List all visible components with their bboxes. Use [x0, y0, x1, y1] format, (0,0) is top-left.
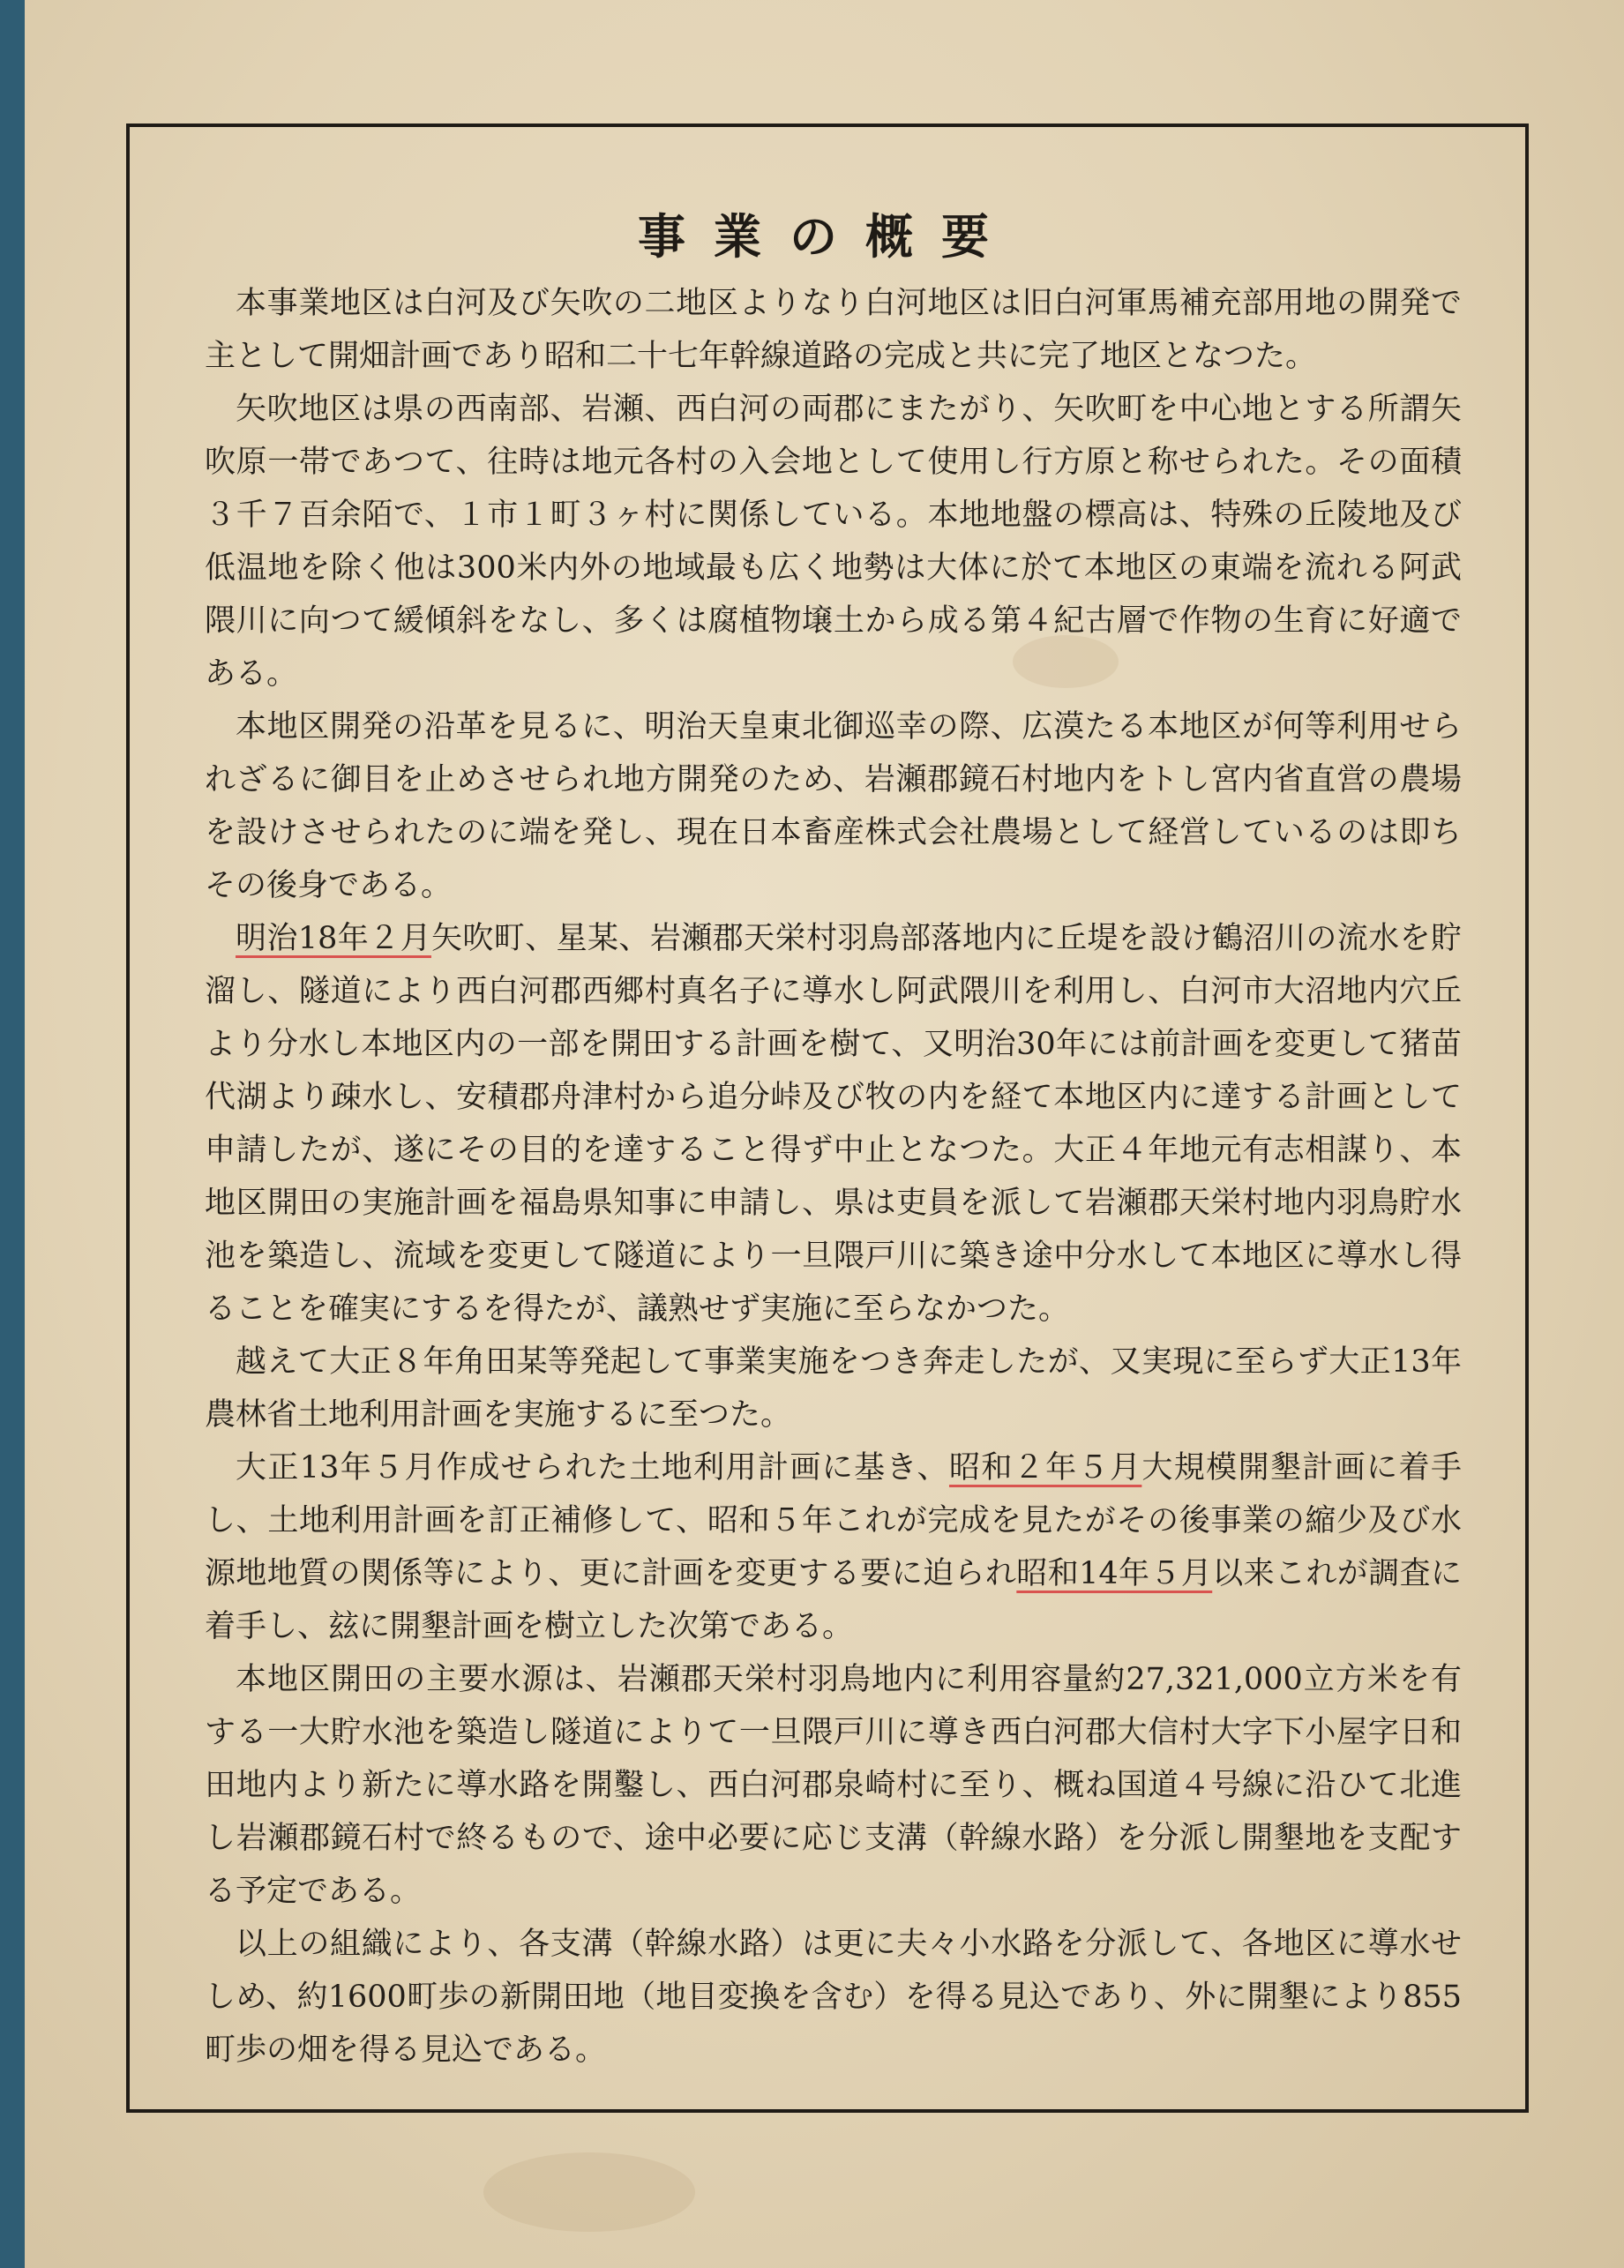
content-frame — [126, 124, 1529, 2113]
paragraph-text: 矢吹地区は県の西南部、岩瀬、西白河の両郡にまたがり、矢吹町を中心地とする所謂矢吹原一帯であつて、往時は地元各村の入会地として使用し行方原と称せられた。その面積３千７百余陌で、１市１町３ヶ村に関係している。本地地盤の標高は、特殊の丘陵地及び低温地を除く他は300米内外の地域最も広く地勢は大体に於て本地区の東端を流れる阿武隈川に向つて緩傾斜をなし、多くは腐植物壌土から成る第４紀古層で作物の生育に好適である。 — [205, 392, 1462, 692]
document-body — [205, 277, 1462, 2077]
paper-stain — [483, 2152, 695, 2232]
document-title: 事業の概要 — [638, 208, 1017, 265]
paragraph — [205, 1918, 1462, 2077]
paragraph — [205, 912, 1462, 1336]
paragraph-text: 大規模開墾計画に着手し、土地利用計画を訂正補修して、昭和５年これが完成を見たがその後事業の縮少及び水源地地質の関係等により、更に計画を変更する要に迫られ — [205, 1450, 1462, 1591]
paragraph-text: 以上の組織により、各支溝（幹線水路）は更に夫々小水路を分派して、各地区に導水せしめ、約1600町歩の新開田地（地目変換を含む）を得る見込であり、外に開墾により855町歩の畑を得る見込である。 — [205, 1927, 1462, 2068]
paragraph — [205, 383, 1462, 700]
paragraph-text: 本地区開発の沿革を見るに、明治天皇東北御巡幸の際、広漠たる本地区が何等利用せられざるに御目を止めさせられ地方開発のため、岩瀬郡鏡石村地内をトし宮内省直営の農場を設けさせられたのに端を発し、現在日本畜産株式会社農場として経営しているのは即ちその後身である。 — [205, 709, 1462, 903]
paragraph-text: 大正13年５月作成せられた土地利用計画に基き、 — [236, 1450, 949, 1486]
paragraph — [205, 1336, 1462, 1441]
document-sheet — [25, 0, 1624, 2268]
underlined-date: 昭和２年５月 — [948, 1450, 1142, 1486]
paragraph-text: 本地区開田の主要水源は、岩瀬郡天栄村羽鳥地内に利用容量約27,321,000立方米を有する一大貯水池を築造し隧道によりて一旦隈戸川に導き西白河郡大信村大字下小屋字日和田地内より新たに導水路を開鑿し、西白河郡泉崎村に至り、概ね国道４号線に沿ひて北進し岩瀬郡鏡石村で終るもので、途中必要に応じ支溝（幹線水路）を分派し開墾地を支配する予定である。 — [205, 1662, 1462, 1909]
paragraph — [205, 277, 1462, 383]
paragraph-text: 越えて大正８年角田某等発起して事業実施をつき奔走したが、又実現に至らず大正13年農林省土地利用計画を実施するに至つた。 — [205, 1344, 1462, 1433]
underlined-date: 昭和14年５月 — [1016, 1556, 1213, 1591]
paragraph — [205, 1441, 1462, 1653]
paragraph — [205, 700, 1462, 912]
paragraph — [205, 1653, 1462, 1918]
paragraph-text: 以来これが調査に着手し、玆に開墾計画を樹立した次第である。 — [205, 1556, 1462, 1644]
paragraph-text: 矢吹町、星某、岩瀬郡天栄村羽鳥部落地内に丘堤を設け鶴沼川の流水を貯溜し、隧道により西白河郡西郷村真名子に導水し阿武隈川を利用し、白河市大沼地内穴丘より分水し本地区内の一部を開田する計画を樹て、又明治30年には前計画を変更して猪苗代湖より疎水し、安積郡舟津村から追分峠及び牧の内を経て本地区内に達する計画として申請したが、遂にその目的を達すること得ず中止となつた。大正４年地元有志相謀り、本地区開田の実施計画を福島県知事に申請し、県は吏員を派して岩瀬郡天栄村地内羽鳥貯水池を築造し、流域を変更して隧道により一旦隈戸川に築き途中分水して本地区に導水し得ることを確実にするを得たが、議熟せず実施に至らなかつた。 — [205, 921, 1462, 1327]
underlined-date: 明治18年２月 — [236, 921, 431, 956]
paragraph-text: 本事業地区は白河及び矢吹の二地区よりなり白河地区は旧白河軍馬補充部用地の開発で主として開畑計画であり昭和二十七年幹線道路の完成と共に完了地区となつた。 — [205, 286, 1462, 374]
